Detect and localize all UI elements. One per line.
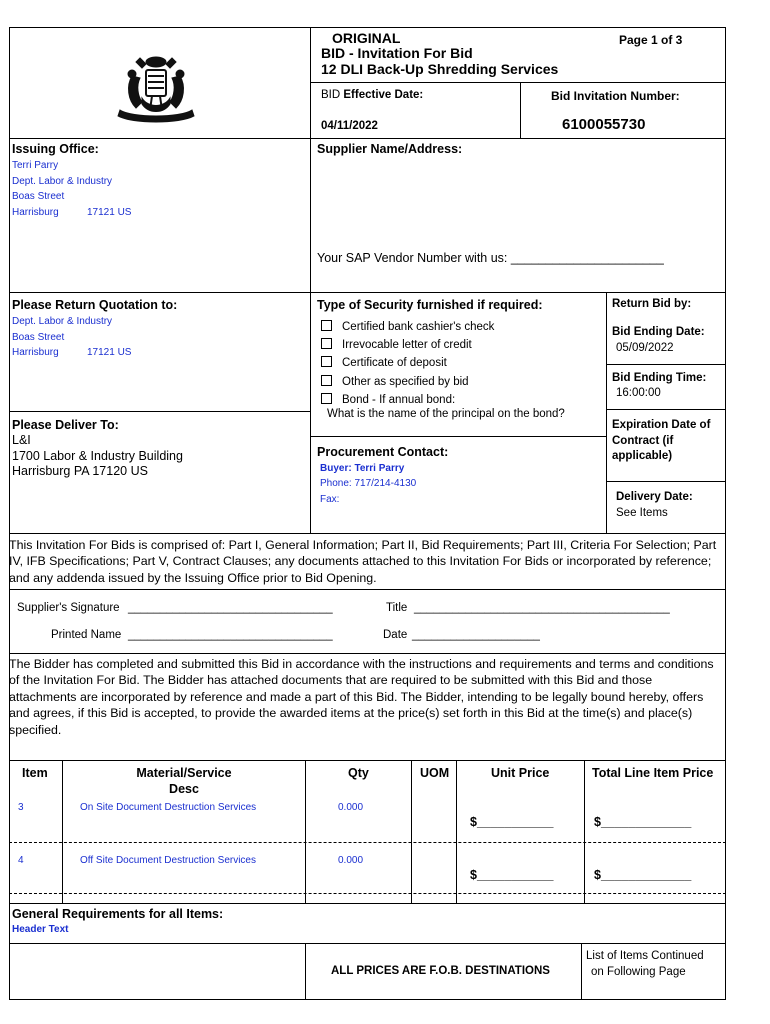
divider [9, 903, 726, 904]
security-option[interactable]: Certified bank cashier's check [321, 320, 494, 333]
divider [9, 760, 726, 761]
general-requirements-label: General Requirements for all Items: [12, 907, 224, 921]
title-input[interactable]: ________________________________________ [414, 602, 670, 614]
divider [584, 760, 585, 903]
divider [606, 409, 726, 410]
deliver-to-label: Please Deliver To: [12, 418, 119, 432]
effective-date-label: BID Effective Date: [321, 89, 424, 101]
continued-line-2: on Following Page [591, 966, 686, 978]
invitation-number: 6100055730 [562, 116, 646, 133]
divider [411, 760, 412, 903]
procurement-label: Procurement Contact: [317, 445, 449, 459]
col-desc: Desc [169, 782, 199, 796]
divider [310, 27, 311, 534]
return-quotation-label: Please Return Quotation to: [12, 298, 178, 312]
unit-price-input[interactable]: $___________ [470, 815, 554, 829]
title-label: Title [386, 602, 408, 614]
expiration-date-label: Expiration Date of Contract (if applicable) [612, 419, 711, 462]
continued-line-1: List of Items Continued [586, 950, 704, 962]
security-label: Type of Security furnished if required: [317, 298, 543, 312]
signature-input[interactable]: ________________________________ [128, 602, 333, 614]
return-quotation-zip: 17121 US [87, 347, 132, 358]
divider [606, 364, 726, 365]
divider [310, 82, 726, 83]
original-label: ORIGINAL [332, 30, 401, 46]
return-quotation-line: Boas Street [12, 332, 65, 343]
table-row-qty: 0.000 [338, 855, 364, 866]
commonwealth-seal-icon [112, 52, 200, 128]
row-divider [9, 893, 726, 894]
page-indicator: Page 1 of 3 [619, 33, 683, 47]
supplier-label: Supplier Name/Address: [317, 142, 463, 156]
divider [9, 533, 726, 534]
bid-ending-date-label: Bid Ending Date: [612, 326, 705, 338]
divider [9, 411, 311, 412]
buyer-fax: Fax: [320, 494, 340, 505]
issuing-office-city: Harrisburg [12, 207, 59, 218]
deliver-to-line: Harrisburg PA 17120 US [12, 464, 148, 478]
security-option[interactable]: Certificate of deposit [321, 356, 447, 369]
col-unit-price: Unit Price [491, 766, 550, 780]
bid-ending-date: 05/09/2022 [616, 342, 674, 354]
return-bid-label: Return Bid by: [612, 298, 692, 310]
bid-ending-time-label: Bid Ending Time: [612, 372, 707, 384]
issuing-office-line: Terri Parry [12, 160, 59, 171]
divider [456, 760, 457, 903]
issuing-office-line: Dept. Labor & Industry [12, 176, 113, 187]
signature-label: Supplier's Signature [17, 602, 120, 614]
total-price-input[interactable]: $_____________ [594, 868, 692, 882]
return-quotation-line: Dept. Labor & Industry [12, 316, 113, 327]
divider [310, 436, 607, 437]
col-item: Item [22, 766, 48, 780]
buyer-phone: Phone: 717/214-4130 [320, 478, 417, 489]
table-row-desc: On Site Document Destruction Services [80, 802, 257, 813]
divider [520, 82, 521, 138]
date-label: Date [383, 629, 408, 641]
invitation-number-label: Bid Invitation Number: [551, 89, 680, 103]
unit-price-input[interactable]: $___________ [470, 868, 554, 882]
col-uom: UOM [420, 766, 450, 780]
security-option[interactable]: Other as specified by bid [321, 375, 469, 388]
checkbox[interactable] [321, 356, 332, 367]
divider [581, 943, 582, 1000]
table-row-item: 3 [18, 802, 24, 813]
divider [9, 589, 726, 590]
checkbox[interactable] [321, 393, 332, 404]
divider [9, 653, 726, 654]
date-input[interactable]: ____________________ [412, 629, 540, 641]
security-option[interactable]: Bond - If annual bond: [321, 393, 455, 406]
intro-paragraph: This Invitation For Bids is comprised of: Part I, General Information; Part II, Bid Requirements; Part III, Criteria For Selection; Part IV, IFB Specifications; Part V, Contract Clauses; any documents attached to this Invitation For Bids or incorporated by reference; and any addenda issued by the Issuing Office prior to Bid Opening. [9, 538, 717, 585]
issuing-office-line: Boas Street [12, 191, 65, 202]
delivery-date-label: Delivery Date: [616, 491, 693, 503]
frame-top [9, 27, 726, 28]
checkbox[interactable] [321, 320, 332, 331]
return-quotation-city: Harrisburg [12, 347, 59, 358]
frame-right [725, 27, 726, 1000]
divider [9, 943, 726, 944]
bidder-paragraph: The Bidder has completed and submitted this Bid in accordance with the instructions and requirements and terms and conditions of the Invitation For Bid. The Bidder has attached documents that are required to be submitted with this Bid and those attachments are incorporated by reference and made a part of this Bid. The Bidder, intending to be legally bound hereby, offers and agrees, if this Bid is accepted, to provide the awarded items at the price(s) set forth in this Bid at the time(s) and place(s) specified. [9, 657, 714, 737]
printed-name-input[interactable]: ________________________________ [128, 629, 333, 641]
buyer-name: Buyer: Terri Parry [320, 463, 405, 474]
col-material: Material/Service [136, 766, 232, 780]
table-row-qty: 0.000 [338, 802, 364, 813]
divider [9, 292, 726, 293]
divider [305, 943, 306, 1000]
fob-notice: ALL PRICES ARE F.O.B. DESTINATIONS [331, 965, 550, 977]
security-option[interactable]: Irrevocable letter of credit [321, 338, 472, 351]
principal-question: What is the name of the principal on the bond? [327, 408, 565, 420]
divider [305, 760, 306, 903]
issuing-office-label: Issuing Office: [12, 142, 99, 156]
bid-subject: 12 DLI Back-Up Shredding Services [321, 61, 559, 77]
checkbox[interactable] [321, 338, 332, 349]
divider [606, 292, 607, 534]
table-row-item: 4 [18, 855, 24, 866]
divider [9, 138, 726, 139]
issuing-office-zip: 17121 US [87, 207, 132, 218]
deliver-to-line: L&I [12, 433, 31, 447]
frame-bottom [9, 999, 726, 1000]
table-row-desc: Off Site Document Destruction Services [80, 855, 256, 866]
checkbox[interactable] [321, 375, 332, 386]
frame-left [9, 27, 10, 1000]
vendor-number-field[interactable]: Your SAP Vendor Number with us: ______________________ [317, 251, 664, 265]
effective-date: 04/11/2022 [321, 120, 378, 132]
bid-ending-time: 16:00:00 [616, 387, 661, 399]
header-text: Header Text [12, 924, 69, 935]
printed-name-label: Printed Name [51, 629, 122, 641]
row-divider [9, 842, 726, 843]
col-total: Total Line Item Price [592, 766, 714, 780]
deliver-to-line: 1700 Labor & Industry Building [12, 449, 183, 463]
col-qty: Qty [348, 766, 369, 780]
delivery-date-value: See Items [616, 507, 668, 519]
total-price-input[interactable]: $_____________ [594, 815, 692, 829]
bid-title: BID - Invitation For Bid [321, 45, 473, 61]
divider [606, 481, 726, 482]
